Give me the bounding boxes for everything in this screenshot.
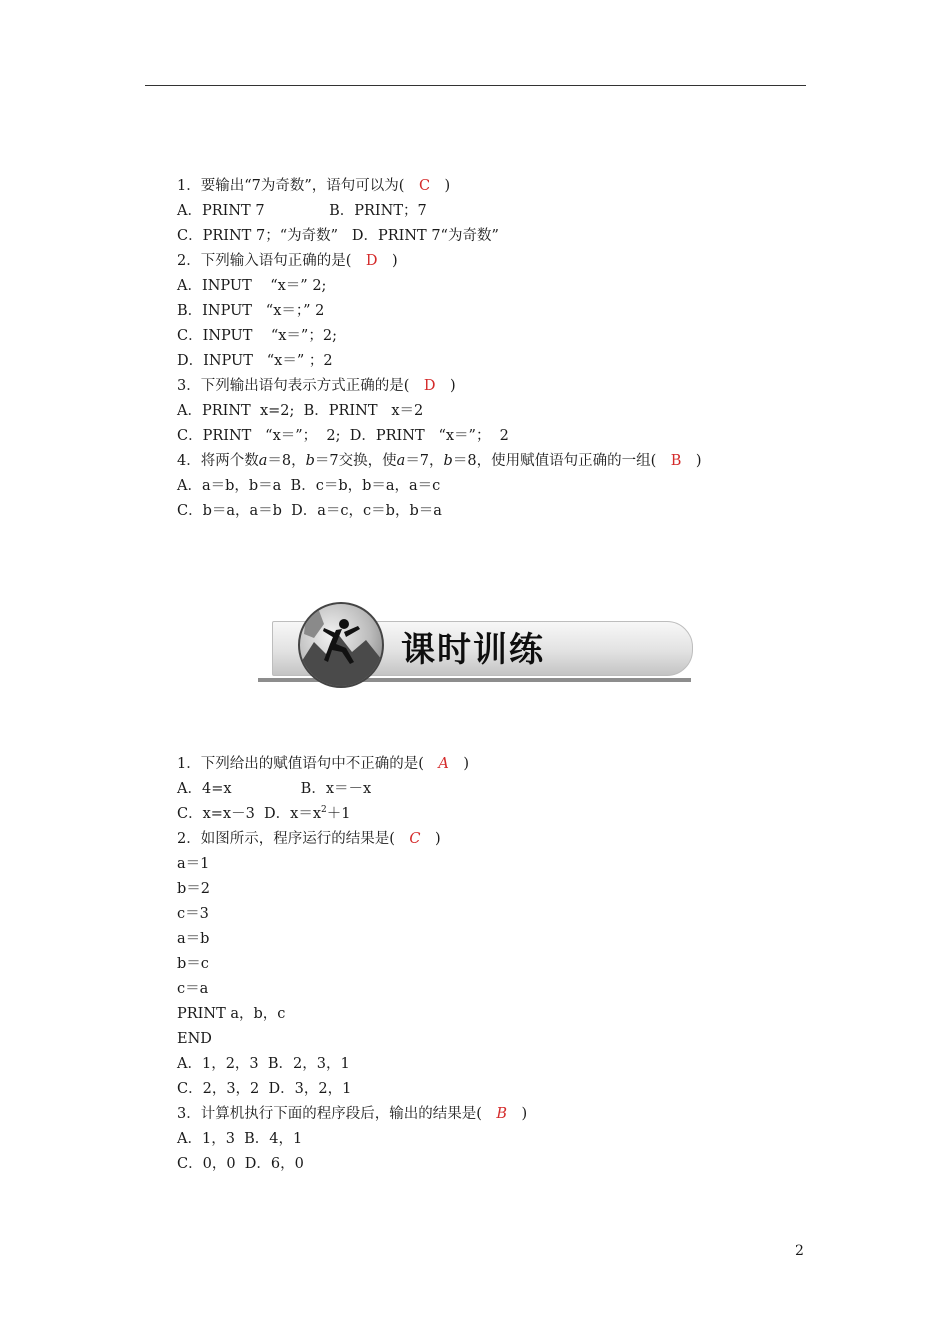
answer-mark: C	[409, 831, 421, 847]
code-line: END	[177, 1031, 212, 1047]
question-text: 1．要输出“7为奇数”，语句可以为(	[177, 178, 419, 194]
answer-mark: C	[418, 178, 431, 194]
question-text-end: )	[681, 453, 702, 469]
question-text: ＝7，	[405, 453, 444, 469]
option-line: A．a＝b，b＝a B．c＝b，b＝a，a＝c	[177, 478, 441, 494]
option-line: C．INPUT “x＝”；2;	[177, 328, 337, 344]
question-3	[177, 374, 817, 399]
page-number: 2	[795, 1243, 804, 1259]
variable: a	[258, 453, 268, 469]
question-text-end: )	[435, 378, 456, 394]
option-line: A．INPUT “x＝” 2;	[177, 278, 327, 294]
question-2	[177, 827, 817, 852]
question-text: ＝7交换，使	[314, 453, 397, 469]
option-line: C．b＝a，a＝b D．a＝c，c＝b，b＝a	[177, 503, 442, 519]
option-line: A．PRINT 7 B．PRINT；7	[177, 203, 427, 219]
code-line: c＝3	[177, 906, 209, 922]
answer-mark: D	[423, 378, 436, 394]
question-1	[177, 174, 817, 199]
variable: b	[443, 453, 453, 469]
exercise-section-1	[177, 174, 817, 524]
answer-mark: D	[365, 253, 378, 269]
question-text-end: )	[507, 1106, 528, 1122]
option-line	[177, 802, 817, 827]
question-text: 2．下列输入语句正确的是(	[177, 253, 366, 269]
answer-mark: B	[496, 1106, 508, 1122]
question-text: ＝8，使用赋值语句正确的一组(	[452, 453, 671, 469]
answer-mark: A	[438, 756, 449, 772]
option-line: D．INPUT “x＝” ；2	[177, 353, 333, 369]
question-text: 3．下列输出语句表示方式正确的是(	[177, 378, 424, 394]
question-text-end: )	[430, 178, 451, 194]
code-line: b＝c	[177, 956, 209, 972]
question-text: 4．将两个数	[177, 453, 259, 469]
section-banner	[258, 596, 691, 688]
code-line: a＝1	[177, 856, 210, 872]
option-line: B．INPUT “x＝；” 2	[177, 303, 325, 319]
climber-emblem-icon	[298, 602, 384, 688]
exponent: 2	[321, 805, 327, 815]
option-line: C．PRINT 7；“为奇数” D．PRINT 7“为奇数”	[177, 228, 499, 244]
question-text-end: )	[448, 756, 470, 772]
question-1	[177, 752, 817, 777]
question-3	[177, 1102, 817, 1127]
question-text: ＝8，	[267, 453, 306, 469]
variable: a	[396, 453, 406, 469]
option-line: C．0，0 D．6，0	[177, 1156, 304, 1172]
code-line: b＝2	[177, 881, 211, 897]
question-4	[177, 449, 817, 474]
option-text: C．x=x－3 D．x＝x	[177, 806, 322, 822]
answer-mark: B	[670, 453, 682, 469]
question-text-end: )	[420, 831, 441, 847]
option-line: C．PRINT “x＝”； 2; D．PRINT “x＝”； 2	[177, 428, 509, 444]
option-line: C．2，3，2 D．3，2，1	[177, 1081, 352, 1097]
exercise-section-2	[177, 752, 817, 1177]
question-text: 1．下列给出的赋值语句中不正确的是(	[177, 756, 439, 772]
question-2	[177, 249, 817, 274]
option-line: A．1，3 B．4，1	[177, 1131, 303, 1147]
variable: b	[305, 453, 315, 469]
option-text: ＋1	[326, 806, 351, 822]
question-text: 3．计算机执行下面的程序段后，输出的结果是(	[177, 1106, 497, 1122]
header-rule	[145, 85, 806, 86]
option-line: A．4=x B．x＝－x	[177, 781, 372, 797]
question-text: 2．如图所示，程序运行的结果是(	[177, 831, 410, 847]
code-line: c＝a	[177, 981, 209, 997]
option-line: A．PRINT x=2; B．PRINT x＝2	[177, 403, 424, 419]
code-line: PRINT a，b，c	[177, 1006, 286, 1022]
question-text-end: )	[377, 253, 398, 269]
banner-title: 课时训练	[401, 630, 545, 670]
code-line: a＝b	[177, 931, 210, 947]
option-line: A．1，2，3 B．2，3，1	[177, 1056, 350, 1072]
